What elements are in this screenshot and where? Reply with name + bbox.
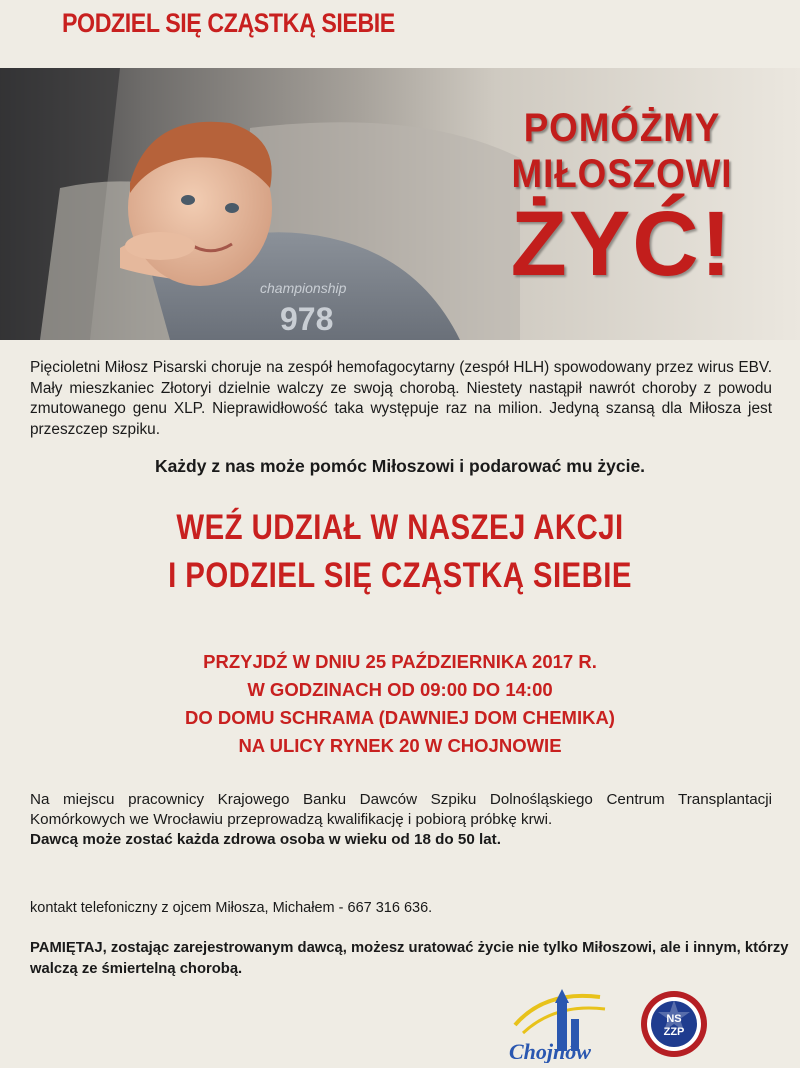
remember-text: , zostając zarejestrowanym dawcą, możesz uratować życie nie tylko Miłoszowi, ale i innym, którzy walczą ze śmiertelną chorobą. — [30, 940, 789, 977]
nszzp-logo — [638, 988, 710, 1065]
event-details — [0, 648, 800, 760]
chojnow-logo-text: Chojnów — [509, 1039, 591, 1063]
call-to-action — [0, 504, 800, 600]
event-venue: DO DOMU SCHRAMA (DAWNIEJ DOM CHEMIKA) — [185, 707, 615, 728]
top-title: PODZIEL SIĘ CZĄSTKĄ SIEBIE — [62, 8, 395, 38]
lead-sentence: Każdy z nas może pomóc Miłoszowi i podarować mu życie. — [154, 456, 646, 476]
headline — [472, 106, 772, 295]
donor-eligibility: Dawcą może zostać każda zdrowa osoba w wieku od 18 do 50 lat. — [30, 831, 501, 848]
contact-line: kontakt telefoniczny z ojcem Miłosza, Michałem - 667 316 636. — [30, 900, 433, 916]
remember-note — [30, 938, 790, 980]
chojnow-logo — [505, 985, 625, 1068]
info-paragraph — [30, 790, 772, 850]
cta-line-1: WEŹ UDZIAŁ W NASZEJ AKCJI — [176, 508, 624, 547]
event-address: NA ULICY RYNEK 20 W CHOJNOWIE — [238, 735, 562, 756]
info-text: Na miejscu pracownicy Krajowego Banku Dawców Szpiku Dolnośląskiego Centrum Transplantacji Komórkowych we Wrocławiu przeprowadzą kwalifikację i pobiorą próbkę krwi. — [30, 791, 772, 828]
intro-paragraph: Pięcioletni Miłosz Pisarski choruje na zespół hemofagocytarny (zespół HLH) spowodowany przez wirus EBV. Mały mieszkaniec Złotoryi dzielnie walczy ze swoją chorobą. Niestety nastąpił nawrót choroby z powodu zmutowanego genu XLP. Nieprawidłowość taka występuje raz na milion. Jedyną szansą dla Miłosza jest przeszczep szpiku. — [30, 359, 772, 438]
headline-line-2: MIŁOSZOWI — [511, 152, 733, 196]
cta-line-2: I PODZIEL SIĘ CZĄSTKĄ SIEBIE — [168, 556, 632, 595]
event-date: PRZYJDŹ W DNIU 25 PAŹDZIERNIKA 2017 R. — [203, 651, 597, 672]
event-hours: W GODZINACH OD 09:00 DO 14:00 — [247, 679, 553, 700]
boy-photo — [0, 68, 800, 340]
svg-text:978: 978 — [280, 301, 334, 337]
headline-line-1: POMÓŻMY — [523, 106, 721, 150]
headline-line-3: ŻYĆ! — [510, 193, 734, 295]
remember-key: PAMIĘTAJ — [30, 940, 103, 956]
svg-text:ZZP: ZZP — [663, 1026, 685, 1038]
svg-text:championship: championship — [260, 280, 347, 296]
svg-text:NS: NS — [666, 1013, 682, 1025]
